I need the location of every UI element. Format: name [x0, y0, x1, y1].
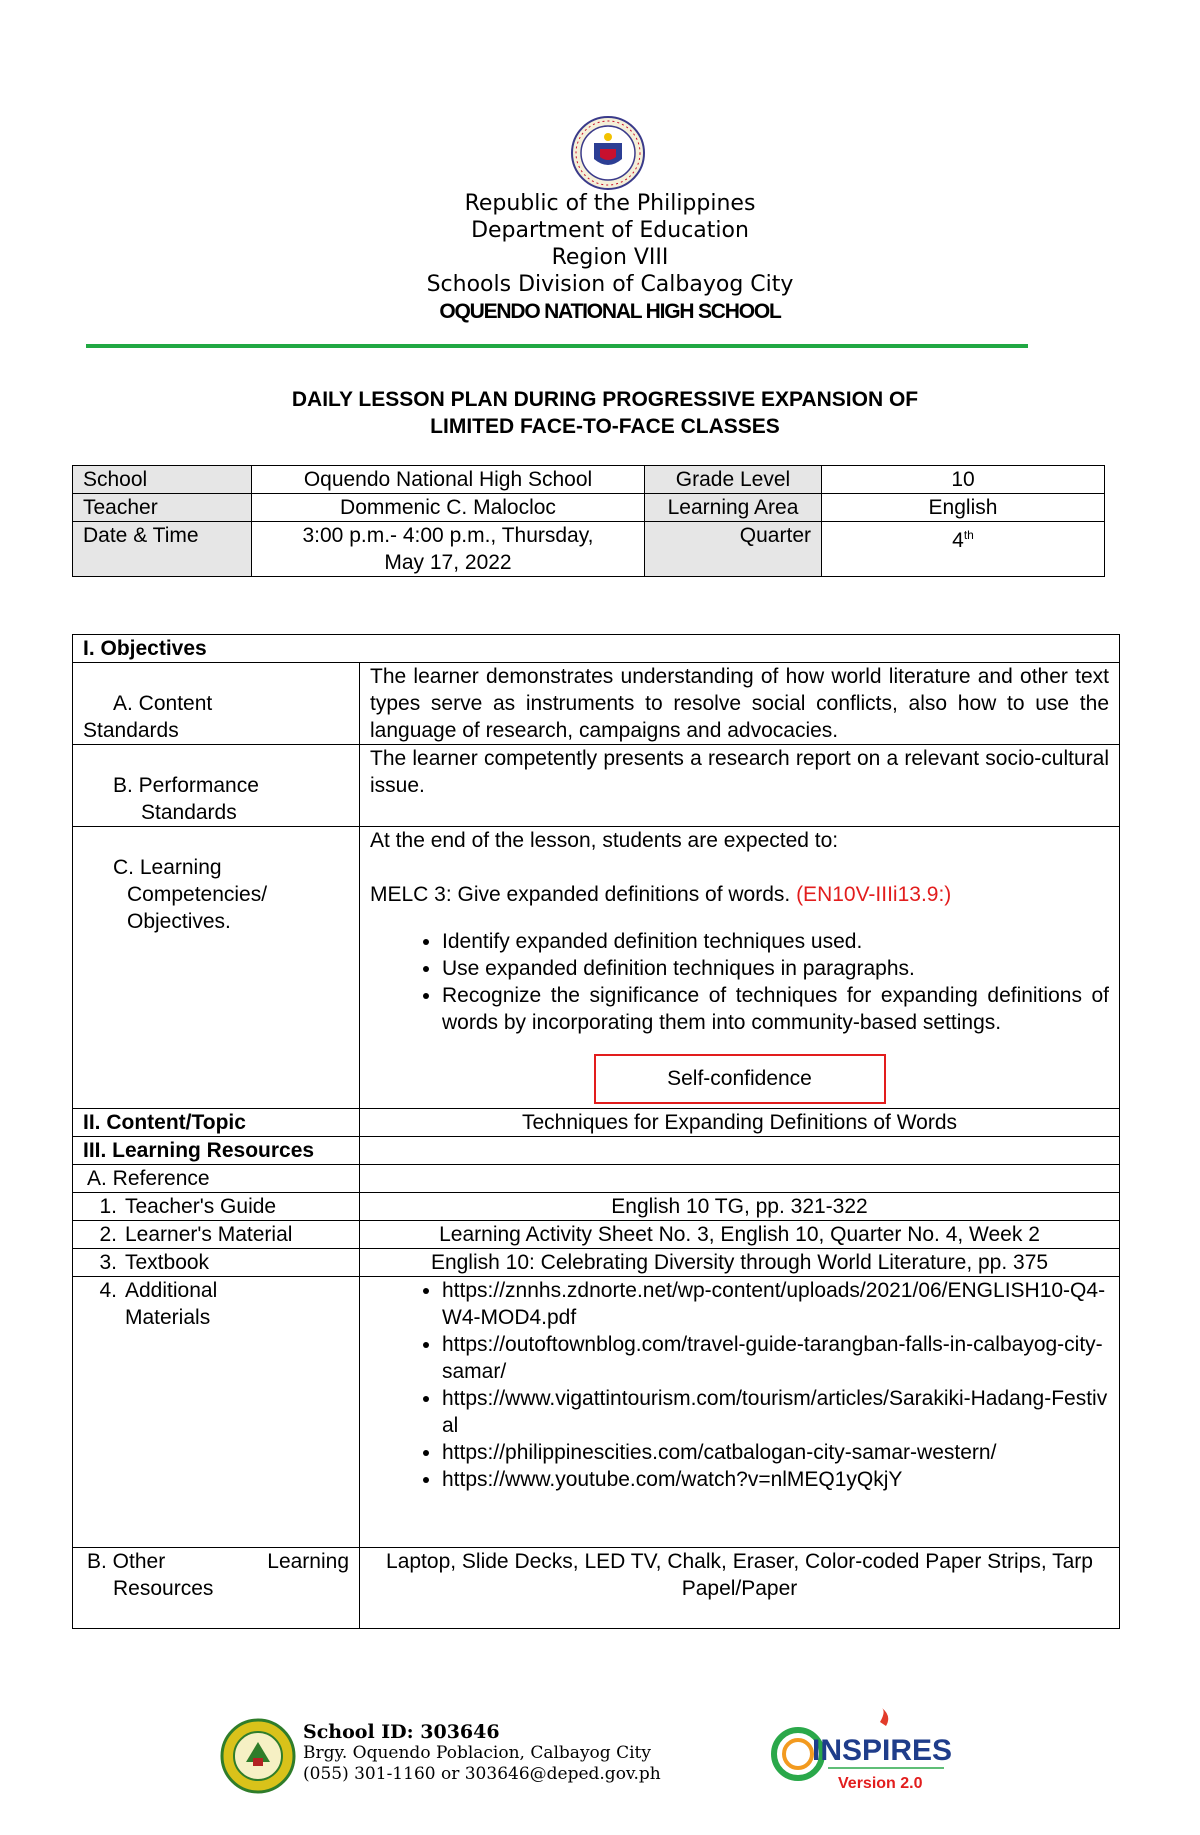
content-standards-label	[73, 663, 360, 745]
resource-link[interactable]: • https://www.vigattintourism.com/tourism/articles/Sarakiki-Hadang-Festival	[442, 1385, 1109, 1439]
reference-empty	[360, 1165, 1120, 1193]
resource-value: English 10: Celebrating Diversity through World Literature, pp. 375	[360, 1249, 1120, 1277]
header-school-name: OQUENDO NATIONAL HIGH SCHOOL	[439, 300, 781, 323]
melc-text: MELC 3: Give expanded definitions of words.	[370, 883, 797, 906]
resource-label: Teacher's Guide	[125, 1195, 277, 1218]
info-date-value	[252, 522, 645, 577]
school-seal-logo	[220, 1718, 296, 1794]
resource-link[interactable]: • https://www.youtube.com/watch?v=nlMEQ1yQkjY	[442, 1466, 1109, 1493]
info-quarter-suffix: th	[963, 528, 974, 542]
resource-link[interactable]: • https://philippinescities.com/catbalogan-city-samar-western/	[442, 1439, 1109, 1466]
footer-school-id: School ID: 303646	[303, 1721, 500, 1743]
performance-standards-text: The learner competently presents a research report on a relevant socio-cultural issue.	[360, 745, 1120, 827]
content-topic-value: Techniques for Expanding Definitions of Words	[360, 1109, 1120, 1137]
performance-standards-label	[73, 745, 360, 827]
info-grade-value: 10	[822, 466, 1105, 494]
info-teacher-value: Dommenic C. Malocloc	[252, 494, 645, 522]
other-resources-value: Laptop, Slide Decks, LED TV, Chalk, Eraser, Color-coded Paper Strips, Tarp Papel/Paper	[360, 1548, 1120, 1629]
inspires-logo-text: INSPIRES	[812, 1734, 953, 1767]
header-department: Department of Education	[471, 218, 749, 243]
resource-number: 2.	[99, 1223, 117, 1246]
other-label-1: B. Other	[87, 1550, 166, 1573]
resource-label: Textbook	[125, 1251, 210, 1274]
resource-number: 3.	[99, 1251, 117, 1274]
content-standards-label-2: Standards	[83, 719, 179, 742]
document-title	[150, 386, 1060, 440]
deped-seal-logo	[570, 115, 646, 191]
header-republic: Republic of the Philippines	[464, 191, 756, 216]
competencies-label	[73, 827, 360, 1109]
additional-materials-line-1	[83, 1277, 349, 1304]
document-title-line-1: DAILY LESSON PLAN DURING PROGRESSIVE EXPANSION OF	[291, 388, 919, 411]
info-area-value: English	[822, 494, 1105, 522]
learning-resources-empty	[360, 1137, 1120, 1165]
inspires-version-text: Version 2.0	[838, 1775, 923, 1792]
objectives-list	[370, 928, 1109, 1036]
other-label-3: Resources	[113, 1577, 214, 1600]
performance-standards-label-2: Standards	[141, 801, 237, 824]
competencies-label-2: Competencies/	[127, 883, 268, 906]
content-standards-text: The learner demonstrates understanding of how world literature and other text types serve as instruments to resolve social conflicts, also how to use the language of research, campaigns and advocacies.	[360, 663, 1120, 745]
resource-value: English 10 TG, pp. 321-322	[360, 1193, 1120, 1221]
resource-label: Learner's Material	[125, 1223, 293, 1246]
info-grade-label: Grade Level	[645, 466, 822, 494]
header-divider	[86, 344, 1028, 348]
content-topic-label: II. Content/Topic	[73, 1109, 360, 1137]
footer-contact	[303, 1722, 661, 1785]
lesson-info-table	[72, 465, 1105, 577]
objectives-heading: I. Objectives	[73, 635, 1120, 663]
value-focus-box: Self-confidence	[594, 1054, 886, 1104]
info-area-label: Learning Area	[645, 494, 822, 522]
info-quarter-label: Quarter	[645, 522, 822, 577]
melc-line	[370, 881, 1109, 908]
resource-link[interactable]: • https://outoftownblog.com/travel-guide-tarangban-falls-in-calbayog-city-samar/	[442, 1331, 1109, 1385]
additional-label-1: Additional	[125, 1279, 218, 1302]
resource-link[interactable]: • https://znnhs.zdnorte.net/wp-content/uploads/2021/06/ENGLISH10-Q4-W4-MOD4.pdf	[442, 1277, 1109, 1331]
header-region: Region VIII	[551, 245, 669, 270]
info-school-value: Oquendo National High School	[252, 466, 645, 494]
info-date-label: Date & Time	[73, 522, 252, 577]
resource-number: 4.	[99, 1279, 117, 1302]
melc-code: (EN10V-IIIi13.9:)	[796, 883, 952, 906]
objective-item: • Identify expanded definition techniques used.	[442, 928, 1109, 955]
competencies-content	[360, 827, 1120, 1109]
document-title-line-2: LIMITED FACE-TO-FACE CLASSES	[430, 415, 780, 438]
reference-label: A. Reference	[73, 1165, 360, 1193]
learning-resources-label: III. Learning Resources	[73, 1137, 360, 1165]
info-quarter-number: 4	[952, 529, 964, 552]
additional-materials-label	[73, 1277, 360, 1548]
header-block	[300, 190, 920, 325]
objective-item: • Use expanded definition techniques in paragraphs.	[442, 955, 1109, 982]
info-quarter-value	[822, 522, 1105, 577]
additional-materials-content	[360, 1277, 1120, 1548]
resource-value: Learning Activity Sheet No. 3, English 10, Quarter No. 4, Week 2	[360, 1221, 1120, 1249]
info-date-line-2: May 17, 2022	[384, 551, 512, 574]
other-label-2: Learning	[267, 1550, 349, 1573]
competencies-intro: At the end of the lesson, students are expected to:	[370, 829, 839, 852]
header-division: Schools Division of Calbayog City	[426, 272, 794, 297]
performance-standards-label-1: B. Performance	[113, 774, 259, 797]
other-resources-line-1	[83, 1548, 349, 1575]
objective-item: • Recognize the significance of techniques for expanding definitions of words by incorporating them into community-based settings.	[442, 982, 1109, 1036]
info-teacher-label: Teacher	[73, 494, 252, 522]
competencies-label-3: Objectives.	[127, 910, 231, 933]
resource-row-label	[73, 1249, 360, 1277]
footer-address: Brgy. Oquendo Poblacion, Calbayog City	[303, 1743, 651, 1763]
resource-number: 1.	[99, 1195, 117, 1218]
footer-phone-email: (055) 301-1160 or 303646@deped.gov.ph	[303, 1764, 661, 1784]
other-resources-label	[73, 1548, 360, 1629]
info-date-line-1: 3:00 p.m.- 4:00 p.m., Thursday,	[302, 524, 594, 547]
content-standards-label-1: A. Content	[113, 692, 213, 715]
additional-label-2: Materials	[125, 1306, 211, 1329]
info-school-label: School	[73, 466, 252, 494]
lesson-plan-table	[72, 634, 1120, 1629]
resource-row-label	[73, 1193, 360, 1221]
inspires-logo	[768, 1708, 958, 1796]
resource-row-label	[73, 1221, 360, 1249]
additional-links-list	[370, 1277, 1109, 1493]
competencies-label-1: C. Learning	[113, 856, 222, 879]
